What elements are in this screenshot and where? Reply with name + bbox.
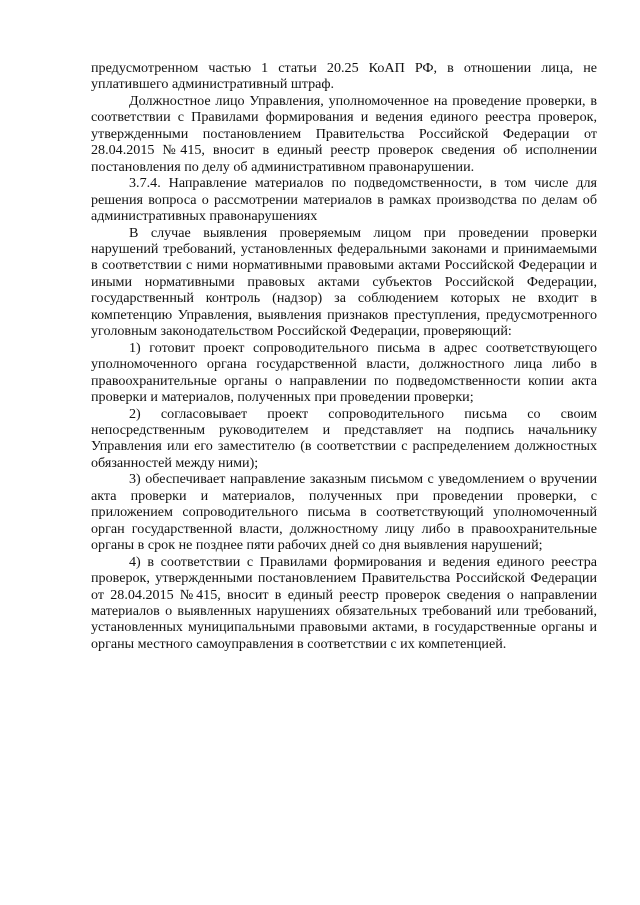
paragraph-continuation: предусмотренном частью 1 статьи 20.25 КоАП РФ, в отношении лица, не уплатившего административный штраф. <box>91 60 597 93</box>
list-item-4: 4) в соответствии с Правилами формирования и ведения единого реестра проверок, утвержденными постановлением Правительства Российской Федерации от 28.04.2015 №415, вносит в единый реестр проверок сведения о направлении материалов о выявленных нарушениях обязательных требований или требований, установленных муниципальными правовыми актами, в государственные органы и органы местного самоуправления в соответствии с их компетенцией. <box>91 553 597 652</box>
section-heading-3-7-4: 3.7.4. Направление материалов по подведомственности, в том числе для решения вопроса о рассмотрении материалов в рамках производства по делам об административных правонарушениях <box>91 175 597 225</box>
list-item-1: 1) готовит проект сопроводительного письма в адрес соответствующего уполномоченного органа государственной власти, должностного лица либо в правоохранительные органы о направлении по подведомственности копии акта проверки и материалов, полученных при проведении проверки; <box>91 339 597 406</box>
list-item-3: 3) обеспечивает направление заказным письмом с уведомлением о вручении акта проверки и материалов, полученных при проведении проверки, с приложением сопроводительного письма в соответствующий уполномоченный орган государственной власти, должностному лицу либо в правоохранительные органы в срок не позднее пяти рабочих дней со дня выявления нарушений; <box>91 471 597 554</box>
document-body <box>91 60 597 652</box>
paragraph-violations-case: В случае выявления проверяемым лицом при проведении проверки нарушений требований, установленных федеральными законами и принимаемыми в соответствии с ними нормативными правовыми актами Российской Федерации и иными нормативными правовых актами субъектов Российской Федерации, государственный контроль (надзор) за соблюдением которых не входит в компетенцию Управления, выявления признаков преступления, предусмотренного уголовным законодательством Российской Федерации, проверяющий: <box>91 224 597 340</box>
paragraph-registry-entry: Должностное лицо Управления, уполномоченное на проведение проверки, в соответствии с Правилами формирования и ведения единого реестра проверок, утвержденными постановлением Правительства Российской Федерации от 28.04.2015 №415, вносит в единый реестр проверок сведения об исполнении постановления по делу об административном правонарушении. <box>91 92 597 175</box>
list-item-2: 2) согласовывает проект сопроводительного письма со своим непосредственным руководителем и представляет на подпись начальнику Управления или его заместителю (в соответствии с распределением должностных обязанностей между ними); <box>91 405 597 471</box>
